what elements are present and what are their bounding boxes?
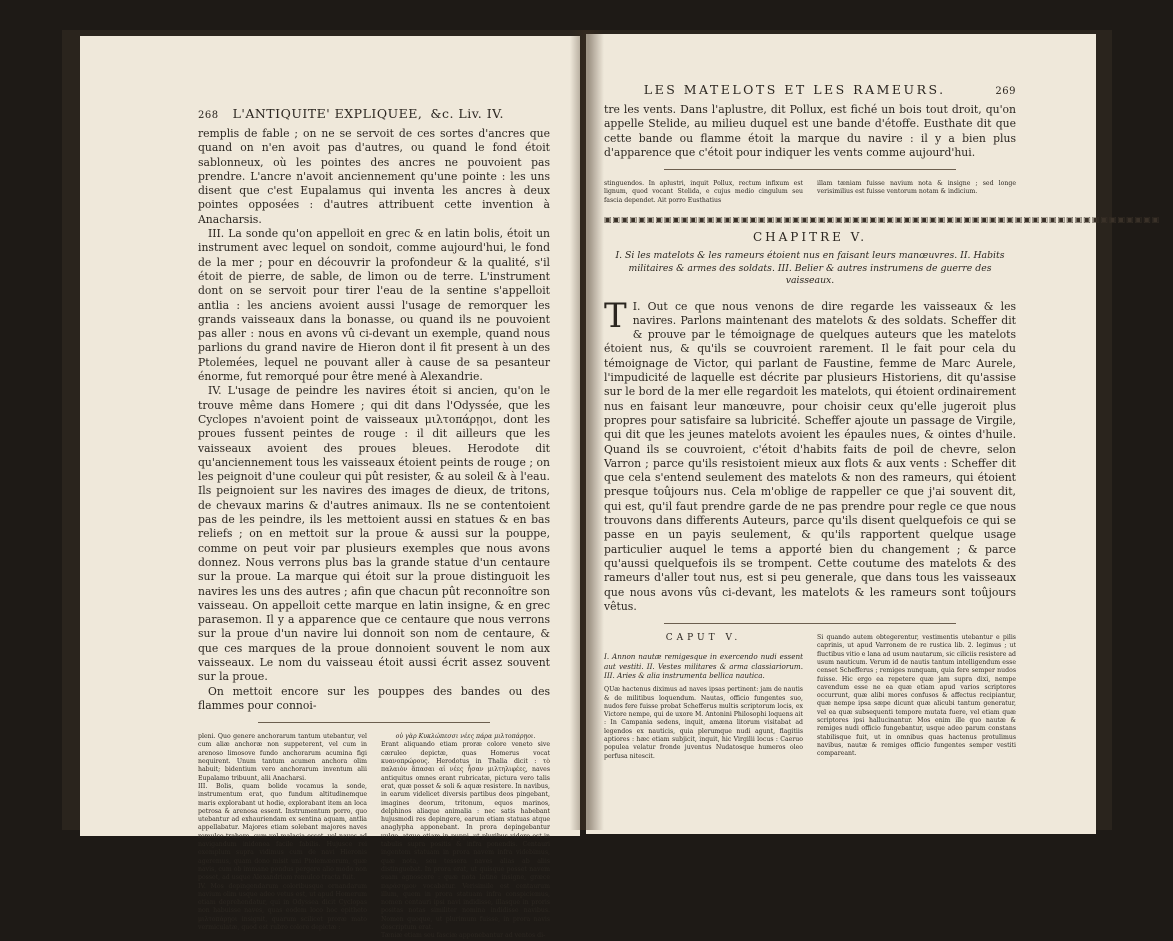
chapter-title: CHAPITRE V. xyxy=(752,230,868,245)
left-note-a1: pleni. Quo genere anchorarum tantum utebantur, vel cum aliæ anchoræ non suppeterent, vel cum in arenoso limosove fundo anchorarum acumina figi nequirent. Unum tantum acumen anchora olim habuit; bidentium vero anchorarum inventum alii Eupalamo tribuunt, alii Anacharsi. xyxy=(198,733,367,782)
ornament-band: ▣▣▣▣▣▣▣▣▣▣▣▣▣▣▣▣▣▣▣▣▣▣▣▣▣▣▣▣▣▣▣▣▣▣▣▣▣▣▣▣▣▣▣▣▣▣▣▣▣▣▣▣▣▣▣▣▣▣▣▣▣▣▣▣▣ xyxy=(604,215,1161,225)
left-paragraph-2: III. La sonde qu'on appelloit en grec & en latin bolis, étoit un instrument avec lequel on sondoit, comme aujourd'hui, le fond de la mer ; pour en découvrir la profondeur & la qualité, s'il étoit de pierre, de sable, de limon ou de terre. L'instrument dont on se servoit pour tirer l'eau de la sentine s'appelloit antlia : les anciens avoient aussi l'usage de remorquer les grands vaisseaux dans la bonasse, ou quand ils ne pouvoient pas aller : nous en avons vû ci-devant un exemple, quand nous parlions du grand navire de Hieron dont il fit present à un des Ptolemées, lequel ne pouvant aller à cause de sa pesanteur énorme, fut remorqué pour être mené à Alexandrie. xyxy=(198,227,550,384)
caput-title: CAPUT V. xyxy=(665,633,742,644)
left-running-head xyxy=(198,106,550,121)
right-bottom-rule xyxy=(664,623,956,624)
section-marker: I. xyxy=(632,299,641,313)
latin-column-a xyxy=(604,634,803,761)
drop-cap: T xyxy=(604,295,627,336)
left-page-content xyxy=(198,106,550,941)
right-footnote-rule xyxy=(664,169,956,170)
right-page-number: 269 xyxy=(995,86,1016,97)
right-page xyxy=(586,34,1161,834)
right-note-b: illam tæniam fuisse navium nota & insigne ; sed longe verisimilius est fuisse ventorum notam & indicium. xyxy=(817,180,1016,196)
left-page xyxy=(80,36,580,940)
left-paragraph-4: On mettoit encore sur les pouppes des bandes ou des flammes pour connoi- xyxy=(198,684,550,712)
right-running-head xyxy=(604,82,1016,97)
left-note-b3: Tæniæ etiam seu fasciæ apponebantur ad ventos di- xyxy=(381,932,546,940)
left-page-number: 268 xyxy=(198,110,219,121)
left-note-b1: οὐ γὰρ Κυκλώπεσσι νέες πάρα μιλτοπάρῃοι. xyxy=(395,733,536,741)
left-footnote-rule xyxy=(258,722,490,723)
right-note-column-b xyxy=(817,180,1016,205)
left-note-a2: III. Bolis, quam bolide vocamus la sonde, instrumentum erat, quo fundum altitudinemque maris explorabant ut hodie, explorabant item an loca petrosa & arenosa essent. Instrumentum porro, quo utebantur ad exhauriendam ex sentina aquam, antlia appellabatur. Majores etiam solebant majores naves remulco trahere, cum vel malacia esset, vel naves ad navigandum inidonea facile fabilis. Hujusce rei exemplum supra vidimus cum de navi Hieronis ageremus, quam dono misit uni Ptolemæorum, quæ navis, cum ob immane pondus pergere alio modo non posset, ad usque Alexandriam remulco tracta fuit. xyxy=(198,782,367,882)
left-footnotes xyxy=(198,733,550,940)
right-top-footnotes xyxy=(604,180,1016,205)
latin-text-a: QUæ hactenus diximus ad naves ipsas pertinent: jam de nautis & de militibus loquendum. Nautas, officio fungentes suo, nudos fere fuisse probat Schefferus multis scriptorum locis, ex Victore nempe, qui de uxore M. Antonini Philosophi loquens ait : In Campania sedens, inquit, amæna litorum visitabat ad legendos ex nauticis, quia plerumque nudi agunt, flagitiis aptiores : hæc etiam subjicit, inquit, hic Virgilii locus : Caeruo populea velatur fronde juventus Nudatosque humeros oleo perfusa nitescit. xyxy=(604,686,803,760)
latin-text-b: Si quando autem obtegerentur, vestimentis utebantur e pilis caprinis, ut apud Varronem de re rustica lib. 2. legimus ; ut fluctibus vitio e lana ad usum nautarum, sic ciliciis resistere ad usum nauticum. Verum id de nautis tantum intelligendum esse censet Schefferus ; remiges nunquam, quia fere semper nudos fuisse. Hic ergo ea repetere quæ jam supra dixi, nempe cavendum esse ne ea quæ etiam apud varios scriptores occurrunt, quæ alibi mores confusos & affectus recipiantur, quæ nempe ipsa sæpe dicunt quæ alicubi tantum generatur, vel ea quæ subsequenti tempore mutata fuere, vel etiam quæ scriptores ipsi hallucinantur. Mos enim ille quo nautæ & remiges nudi officio fungebantur, usque adeo parum constans stabilisque fuit, ut in omnibus quas hactenus protulimus navibus, nautæ & remiges officio fungentes semper vestiti compareant. xyxy=(817,634,1016,758)
latin-column-b xyxy=(817,634,1016,761)
chapter-summary: I. Si les matelots & les rameurs étoient nus en faisant leurs manœuvres. II. Habits militaires & armes des soldats. III. Belier & autres instrumens de guerre des vaisseaux. xyxy=(615,250,1005,287)
right-note-a: stinguendos. In aplustri, inquit Pollux, rectum infixum est lignum, quod vocant Stelida, e cujus medio cingulum seu fascia dependet. Ait porro Eusthatius xyxy=(604,180,803,204)
left-footnote-column-b xyxy=(381,733,550,940)
left-footnote-column-a xyxy=(198,733,367,940)
left-paragraph-1: remplis de fable ; on ne se servoit de ces sortes d'ancres que quand on n'en avoit pas d'autres, ou quand le fond étoit sablonneux, où les pointes des ancres ne pouvoient pas prendre. L'ancre n'avoit anciennement qu'une pointe : les uns disent que c'est Eupalamus qui inventa les ancres à deux pointes opposées : d'autres attribuent cette invention à Anacharsis. xyxy=(198,127,550,226)
left-note-a3: IV. Mos depingendarum coloribusque ornandarum navium olim usque adeo vetus est, ut apud Homerum etiam deprehendatur, qui in Odyssea dicit Cyclopas non habuisse naves, quas eodem loco hoc epitheto μιλτοπάρῃοι insignit, quarum scilicet proræ mato vermiculatæ, quod est rubro colore depictæ : xyxy=(198,882,367,931)
right-page-content xyxy=(604,82,1161,761)
right-running-title: LES MATELOTS ET LES RAMEURS. xyxy=(643,82,946,97)
left-running-tail: &c. Liv. IV. xyxy=(430,106,504,121)
book-gutter xyxy=(570,30,604,830)
left-note-b2: Erant aliquando etiam proræ colore veneto sive cæruleo depictæ, quas Homerus vocat κυανοπρώρους. Herodotus in Thalia dicit : τὸ παλαιὸν ἅπασαι αἱ νέες ἦσαν μιλτηλιφέες, naves antiquitus omnes erant rubricatæ, pictura vero talis erat, quæ posset & soli & aquæ resistere. In navibus, in earum videlicet diversis partibus deos pingebant, imagines deorum, tritonum, equos marinos, delphinos aliaque animalia : nec satis habebant hujusmodi res depingere, earum etiam statuas atque anaglypha apponebant. In prora depingebantur vulgo, atque etiam in puppi, ut pluribus videre est in tabulis supra positis & infra ponendis. Centauri ingentem statuam in prora navem infra videbimus, quæ nota, seu tessera naves alias ab aliis distinguebat. In prora erat, ut quisque posset navem suam agnoscere : quæ nota latine insigne, græce παράσημον vocabatur. Verisimile est centaurum illum, quem in prora statuam infra conspiciemus, nomen centauri ipsi navi indidisse, illasque in proris positas notas similiter nomina indidisse navibus. Nomen quoque, ut plurimum fuisse, in prora navis descriptum erat. xyxy=(381,741,550,931)
caput-summary: I. Annon nautæ remigesque in exercendo nudi essent aut vestiti. II. Vestes militares & arma classiariorum. III. Aries & alia instrumenta bellica nautica. xyxy=(604,652,803,680)
chapter-body-text: Out ce que nous venons de dire regarde les vaisseaux & les navires. Parlons maintenant des matelots & des soldats. Scheffer dit & prouve par le témoignage de quelques auteurs que les matelots étoient nus, & qu'ils se couvroient rarement. Il le fait pour cela du témoignage de Victor, qui parlant de Faustine, femme de Marc Aurele, l'impudicité de laquelle est décrite par plusieurs Historiens, dit qu'assise sur le bord de la mer elle regardoit les matelots, qui étoient ordinairement nus en faisant leur manœuvre, pour choisir ceux qu'elle jugeroit plus propres pour satisfaire sa lubricité. Scheffer ajoute un passage de Virgile, qui dit que les jeunes matelots avoient les épaules nues, & ointes d'huile. Quand ils se couvroient, c'étoit d'habits faits de poil de chevre, selon Varron ; parce qu'ils resistoient mieux aux flots & aux vents : Scheffer dit que cela s'entend seulement des matelots & non des rameurs, qui étoient presque toûjours nus. Cela m'oblige de rappeller ce que j'ai souvent dit, qui est, qu'il faut prendre garde de ne pas prendre pour regle ce que nous trouvons dans differents Auteurs, parce qu'ils disent quelquefois ce qui se passe en un payis seulement, & qu'ils rapportent quelque usage particulier auquel le tems a apporté bien du changement ; & parce qu'aussi quelquefois ils se trompent. Cette coutume des matelots & des rameurs d'aller tout nus, est si peu generale, que dans tous les vaisseaux que nous avons vûs ci-devant, les matelots & les rameurs sont toûjours vêtus. xyxy=(604,299,1017,613)
latin-translation xyxy=(604,634,1016,761)
right-note-column-a xyxy=(604,180,803,205)
chapter-body xyxy=(604,295,1017,615)
left-running-title: L'ANTIQUITE' EXPLIQUEE, xyxy=(232,106,423,121)
left-paragraph-3: IV. L'usage de peindre les navires étoit si ancien, qu'on le trouve même dans Homere ; qui dit dans l'Odyssée, que les Cyclopes n'avoient point de vaisseaux μιλτοπάρῃοι, dont les proues fussent peintes de rouge : il dit ailleurs que les vaisseaux avoient des proues bleues. Herodote dit qu'anciennement tous les vaisseaux étoient peints de rouge ; on les peignoit d'une couleur qui pût resister, & au soleil & à l'eau. Ils peignoient sur les navires des images de dieux, de tritons, de chevaux marins & d'autres animaux. Ils ne se contentoient pas de les peindre, ils les mettoient aussi en statues & en bas reliefs ; on en mettoit sur la proue & aussi sur la pouppe, comme on peut voir par plusieurs exemples que nous avons donnez. Nous verrons plus bas la grande statue d'un centaure sur la proue. La marque qui étoit sur la proue distinguoit les navires les uns des autres ; afin que chacun pût reconnoître son vaisseau. On appelloit cette marque en latin insigne, & en grec parasemon. Il y a apparence que ce centaure que nous verrons sur la proue d'un navire lui donnoit son nom de centaure, & que ces marques de la proue donnoient souvent le nom aux vaisseaux. Le nom du vaisseau étoit aussi écrit assez souvent sur la proue. xyxy=(198,384,550,684)
right-paragraph-top: tre les vents. Dans l'aplustre, dit Pollux, est fiché un bois tout droit, qu'on appelle Stelide, au milieu duquel est une bande d'étoffe. Eusthate dit que cette bande ou flamme étoit la marque du navire : il y a bien plus d'apparence que c'étoit pour indiquer les vents comme aujourd'hui. xyxy=(604,103,1016,159)
